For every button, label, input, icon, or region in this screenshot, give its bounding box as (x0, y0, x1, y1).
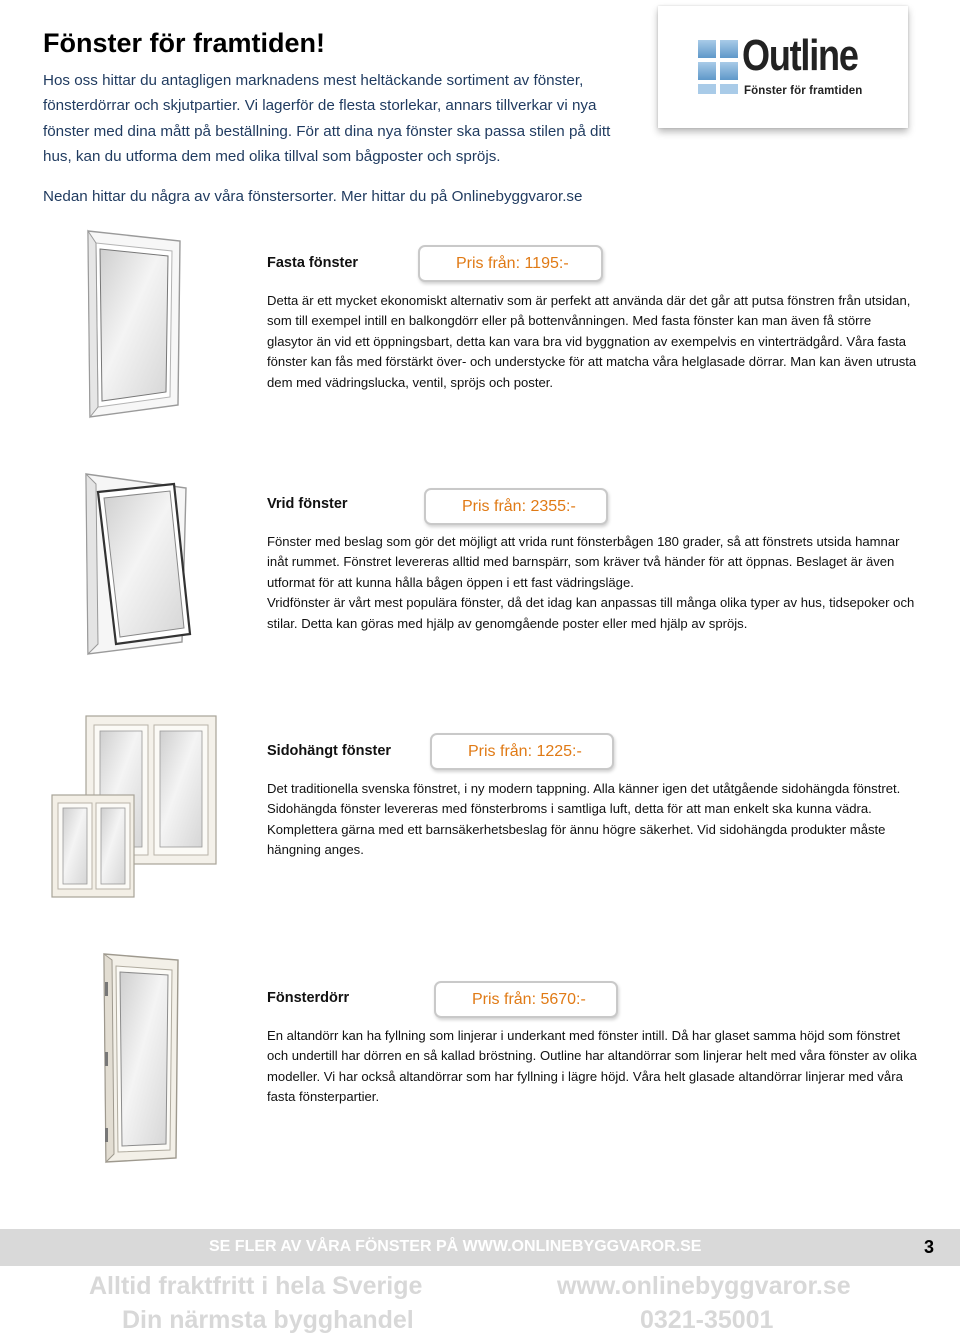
description-text: Det traditionella svenska fönstret, i ny modern tappning. Alla känner igen det utåtgående sidohängda fönstret. Sidohängda fönster levereras med fönsterbroms i samtliga luft, detta för att man enkelt ska kunna vädra. Komplettera gärna med ett barnsäkerhetsbeslag för ännu högre säkerhet. Vid sidohängda produkter måste hängning anges. (267, 781, 901, 858)
description-text: Detta är ett mycket ekonomiskt alternativ som är perfekt att använda där det går att putsa fönstren från utsidan, som till exempel intill en balkongdörr eller på bottenvånningen. Med fasta fönster kan man även få större glasytor än vid ett öppningsbart, detta kan vara bra vid byggnation av exempelvis en vinterträdgård. Våra fasta fönster kan fås med förstärkt över- och understycke för att matcha våra helglasade dörrar. Man kan även utrusta dem med vädringslucka, ventil, spröjs och poster. (267, 293, 917, 390)
footer-slogan: Alltid fraktfritt i hela Sverige (89, 1272, 423, 1300)
product-name-fixed: Fasta fönster (267, 255, 359, 271)
description-fixed (267, 291, 917, 393)
outline-logo (658, 6, 908, 128)
footer-tagline: Din närmsta bygghandel (122, 1306, 414, 1334)
intro-paragraph-2: Nedan hittar du några av våra fönstersorter. Mer hittar du på Onlinebyggvaror.se (43, 188, 583, 206)
description-side-hung (267, 779, 917, 861)
logo-wordmark: Outline (742, 31, 858, 80)
price-badge-door: Pris från: 5670:- (434, 981, 618, 1018)
footer-website-link[interactable]: SE FLER AV VÅRA FÖNSTER PÅ WWW.ONLINEBYGGVAROR.SE (209, 1238, 702, 1255)
logo-tagline: Fönster för framtiden (744, 85, 863, 97)
description-door (267, 1026, 917, 1108)
page-title: Fönster för framtiden! (43, 28, 326, 58)
fixed-window-image (84, 229, 182, 419)
price-badge-side-hung: Pris från: 1225:- (430, 733, 614, 770)
description-text: Fönster med beslag som gör det möjligt att vrida runt fönsterbågen 180 grader, så att fönstrets utsida hamnar inåt rummet. Fönstret levereras alltid med barnspärr, som kräver två händer för att öppnas. Beslaget är även utformat för att kunna hålla bågen öppen i ett fast vädringsläge. (267, 534, 900, 590)
footer-phone[interactable]: 0321-35001 (640, 1306, 774, 1334)
description-pivot (267, 532, 917, 634)
window-door-image (102, 952, 182, 1164)
description-text: En altandörr kan ha fyllning som linjerar i underkant med fönster intill. Då har glaset samma höjd som fönstret och undertill har dörren en så kallad bröstning. Outline har altandörrar som linjerar helt med våra fönster av olika modeller. Vi har också altandörrar som har fyllning i lägre höjd. Våra helt glasade altandörrar linjerar med våra fasta fönsterpartier. (267, 1028, 917, 1105)
intro-paragraph: Hos oss hittar du antagligen marknadens mest heltäckande sortiment av fönster, fönsterdörrar och skjutpartier. Vi lagerför de flesta storlekar, annars tillverkar vi nya fönster med dina mått på beställning. För att dina nya fönster ska passa stilen på ditt hus, kan du utforma dem med olika tillval som bågposter och spröjs. (43, 72, 611, 165)
pivot-window-image (82, 472, 194, 658)
intro-text (43, 68, 643, 209)
price-badge-fixed: Pris från: 1195:- (418, 245, 603, 282)
product-name-side-hung: Sidohängt fönster (267, 743, 392, 759)
product-name-pivot: Vrid fönster (267, 496, 348, 512)
footer-website[interactable]: www.onlinebyggvaror.se (557, 1272, 851, 1300)
price-badge-pivot: Pris från: 2355:- (424, 488, 608, 525)
product-name-door: Fönsterdörr (267, 990, 350, 1006)
description-text-2: Vridfönster är vårt mest populära fönster, då det idag kan anpassas till många olika typer av hus, tidsepoker och stilar. Detta kan göras med hjälp av genomgående poster eller med hjälp av spröjs. (267, 595, 915, 631)
page-number: 3 (924, 1237, 935, 1257)
side-hung-window-image (50, 713, 220, 899)
